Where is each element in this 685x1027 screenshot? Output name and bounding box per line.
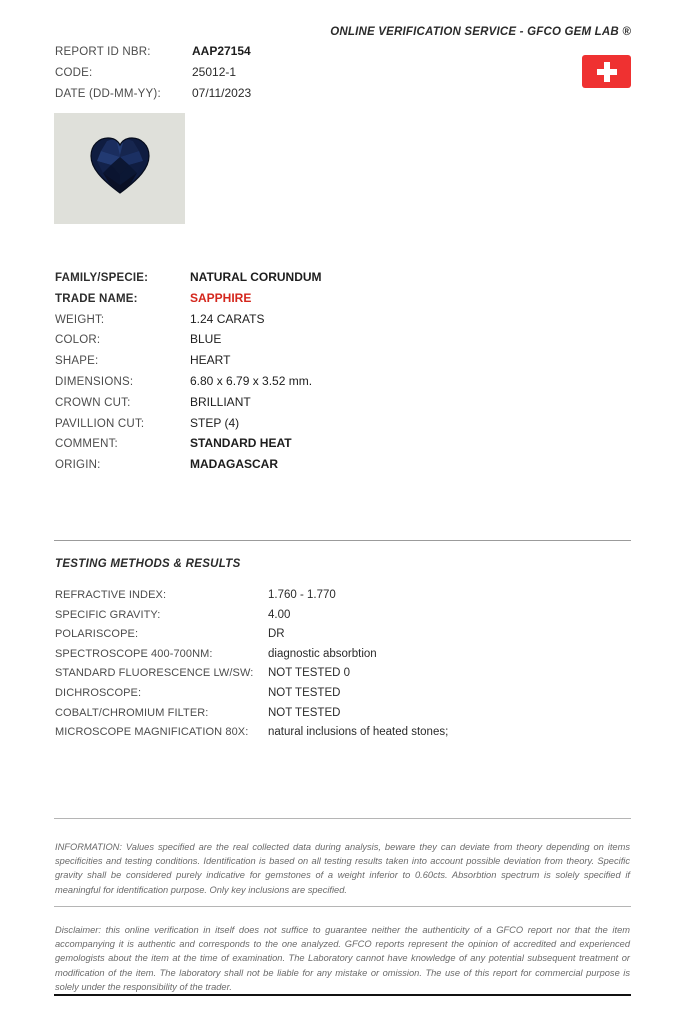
meta-row [55,65,251,86]
test-value: 1.760 - 1.770 [268,589,336,601]
meta-label: DATE (DD-MM-YY): [55,88,161,100]
test-row [55,609,448,629]
ident-row [55,416,322,437]
meta-value: 07/11/2023 [192,86,252,100]
test-label: SPECIFIC GRAVITY: [55,608,161,621]
ident-label: COMMENT: [55,438,118,451]
test-label: POLARISCOPE: [55,628,139,641]
ident-row [55,457,322,478]
report-header [330,26,631,38]
test-row [55,687,448,707]
test-row [55,707,448,727]
ident-label: WEIGHT: [55,313,105,326]
test-value: 4.00 [268,608,291,621]
ident-value: BLUE [190,332,222,347]
ident-row [55,353,322,374]
testing-section-title: TESTING METHODS & RESULTS [55,558,241,570]
test-label: DICHROSCOPE: [55,686,142,699]
test-value: NOT TESTED [268,686,341,699]
test-label: MICROSCOPE MAGNIFICATION 80X: [55,726,249,739]
ident-label: FAMILY/SPECIE: [55,272,149,284]
divider-above-disclaimer [54,906,631,907]
ident-value: BRILLIANT [190,394,251,409]
heart-shaped-sapphire-icon [89,135,151,195]
ident-row [55,374,322,395]
ident-row [55,436,322,457]
swiss-flag-icon [582,55,631,88]
test-label: COBALT/CHROMIUM FILTER: [55,706,209,719]
divider-above-testing [54,540,631,541]
ident-label: TRADE NAME: [55,292,138,305]
meta-label: REPORT ID NBR: [55,46,151,58]
identification-table [55,270,322,478]
test-row [55,648,448,668]
test-value: NOT TESTED [268,706,341,719]
meta-value: 25012-1 [192,65,237,79]
test-row [55,667,448,687]
report-meta-table [55,44,251,107]
test-label: SPECTROSCOPE 400-700NM: [55,647,213,660]
ident-label: CROWN CUT: [55,396,131,409]
test-label: REFRACTIVE INDEX: [55,589,167,601]
ident-label: COLOR: [55,334,101,347]
service-title: ONLINE VERIFICATION SERVICE - GFCO GEM LAB ® [330,26,631,38]
ident-value: MADAGASCAR [190,457,278,472]
information-note: INFORMATION: Values specified are the real collected data during analysis, beware they can deviate from theory depending on items specificities and testing conditions. Identification is based on all testing results taken into account possible deviation from theory. Specific gravity shall be considered purely indicative for gemstones of a weight inferior to 0.60cts. Absorbtion spectrum is solely specified if meaningful for identification purpose. Only key inclusions are specified. [55,842,630,895]
ident-value: 1.24 CARATS [190,311,265,326]
meta-row [55,44,251,65]
test-row [55,589,448,609]
test-row [55,628,448,648]
testing-results-table [55,589,448,746]
test-row [55,726,448,746]
test-label: STANDARD FLUORESCENCE LW/SW: [55,667,254,680]
ident-row [55,332,322,353]
ident-row [55,291,322,312]
ident-label: PAVILLION CUT: [55,417,145,430]
meta-row [55,86,251,107]
disclaimer-note: Disclaimer: this online verification in itself does not suffice to guarantee neither the authenticity of a GFCO report nor that the item accompanying it is authentic and corresponds to the one analyzed. GFCO reports represent the opinion of accredited and experienced gemologists about the item at the time of examination. The Laboratory cannot have knowledge of any potential subsequent treatment or modification of the item. The laboratory shall not be liable for any mistake or omission. The use of this report for commercial purpose is solely under the responsibility of the trader. [55,925,630,992]
ident-label: SHAPE: [55,355,99,368]
test-value: diagnostic absorbtion [268,647,377,660]
test-value: NOT TESTED 0 [268,667,351,680]
ident-value: 6.80 x 6.79 x 3.52 mm. [190,373,313,388]
flag-cross-horizontal [597,69,617,75]
ident-label: DIMENSIONS: [55,375,134,388]
gem-photograph [54,113,185,224]
bottom-border [54,994,631,996]
divider-above-information [54,818,631,819]
ident-value: STANDARD HEAT [190,436,292,451]
meta-value: AAP27154 [192,44,251,58]
ident-value: STEP (4) [190,415,240,430]
ident-row [55,312,322,333]
ident-label: ORIGIN: [55,459,101,472]
ident-value: NATURAL CORUNDUM [190,270,322,284]
ident-value: HEART [190,353,231,368]
ident-value-trade-name: SAPPHIRE [190,290,252,305]
test-value: natural inclusions of heated stones; [268,726,449,739]
ident-row [55,270,322,291]
ident-row [55,395,322,416]
meta-label: CODE: [55,67,93,79]
test-value: DR [268,628,285,641]
